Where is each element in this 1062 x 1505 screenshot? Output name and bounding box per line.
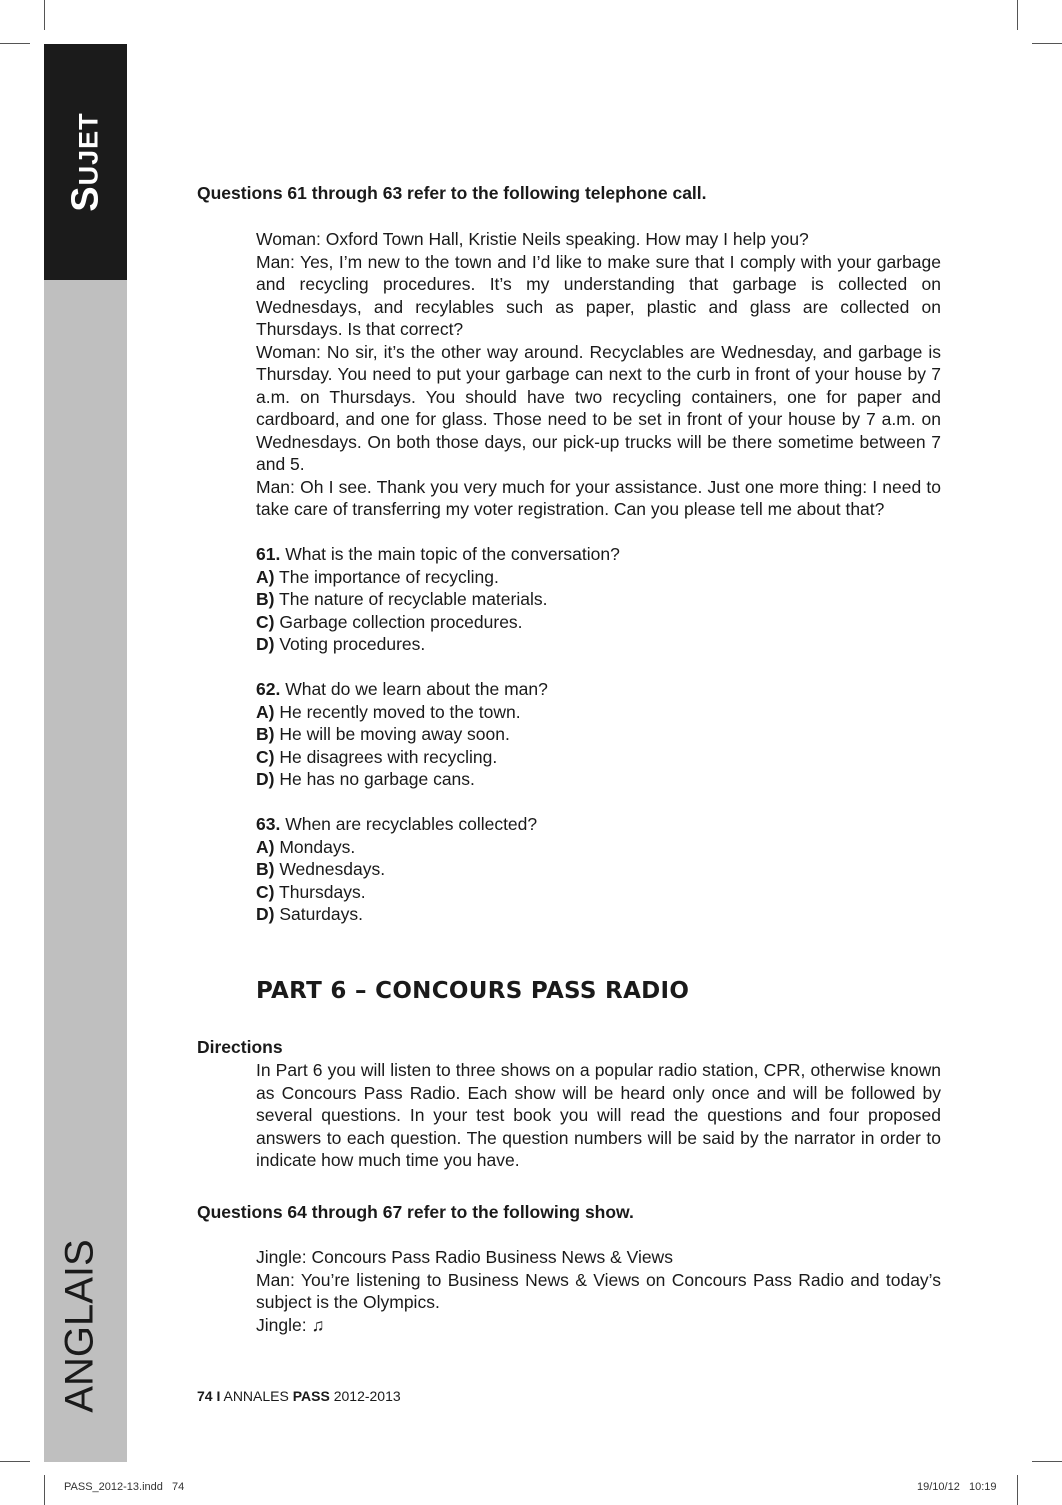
option-text: The importance of recycling. — [279, 566, 499, 587]
dialogue-line: Man: Oh I see. Thank you very much for your assistance. Just one more thing: I need to take care of transferring my voter registration. Can you please tell me about that? — [256, 476, 941, 519]
crop-mark — [44, 0, 45, 30]
show-line: Man: You’re listening to Business News & Views on Concours Pass Radio and today’s subject is the Olympics. — [256, 1269, 941, 1312]
option-text: The nature of recyclable materials. — [279, 589, 548, 609]
answer-option — [256, 903, 941, 926]
option-text: He disagrees with recycling. — [279, 746, 498, 767]
question-62 — [256, 678, 941, 701]
option-text: Garbage collection procedures. — [279, 611, 523, 632]
dialogue-line: Woman: No sir, it’s the other way around. Recyclables are Wednesday, and garbage is Thursday. You need to put your garbage can next to the curb in front of your house by 7 a.m. on Thursdays. You should have two recycling containers, one for paper and cardboard, and one for glass. Those need to be set in front of your house by 7 a.m. on Wednesdays. On both those days, our pick-up trucks will be there sometime between 7 and 5. — [256, 341, 941, 474]
answer-option — [256, 836, 941, 859]
crop-mark — [1032, 1461, 1062, 1462]
sidebar-anglais-label: ANGLAIS — [57, 1239, 102, 1413]
answer-option — [256, 858, 941, 881]
answer-option — [256, 701, 941, 724]
footer-separator: I — [216, 1388, 221, 1404]
section2-heading: Questions 64 through 67 refer to the following show. — [197, 1202, 634, 1222]
answer-option — [256, 881, 941, 904]
question-number: 61. — [256, 544, 281, 564]
answer-option — [256, 588, 941, 611]
option-letter: A) — [256, 701, 275, 722]
option-letter: C) — [256, 881, 275, 902]
dialogue-line: Man: Yes, I’m new to the town and I’d like to make sure that I comply with your garbage and recycling procedures. It’s my understanding that garbage is collected on Wednesdays, and recylables such as paper, plastic and glass are collected on Thursdays. Is that correct? — [256, 251, 941, 339]
sidebar-sujet-label: Sujet — [64, 112, 107, 212]
question-63 — [256, 813, 941, 836]
directions-body — [256, 1059, 941, 1172]
answer-option — [256, 566, 941, 589]
answer-option — [256, 723, 941, 746]
crop-mark — [1017, 1475, 1018, 1505]
option-text: Voting procedures. — [279, 634, 426, 654]
option-letter: A) — [256, 566, 275, 587]
crop-mark — [1017, 0, 1018, 30]
section2-body — [256, 1246, 941, 1336]
option-letter: A) — [256, 836, 275, 857]
question-text: What is the main topic of the conversation? — [285, 544, 620, 564]
option-text: Saturdays. — [279, 904, 363, 924]
question-text: When are recyclables collected? — [285, 814, 538, 834]
slug-filename: PASS_2012-13.indd 74 — [64, 1481, 185, 1493]
crop-mark — [0, 43, 30, 44]
page-number: 74 — [197, 1388, 213, 1404]
crop-mark — [44, 1475, 45, 1505]
question-text: What do we learn about the man? — [285, 679, 548, 699]
section1-body — [256, 228, 941, 926]
answer-option — [256, 611, 941, 634]
option-text: Mondays. — [279, 836, 356, 857]
directions-text: In Part 6 you will listen to three shows on a popular radio station, CPR, otherwise known as Concours Pass Radio. Each show will be heard only once and will be followed by several questions. In your test book you will read the questions and four proposed answers to each question. The question numbers will be said by the narrator in order to indicate how much time you have. — [256, 1060, 941, 1170]
question-61 — [256, 543, 941, 566]
directions-label: Directions — [197, 1037, 283, 1057]
option-text: Wednesdays. — [279, 859, 386, 879]
answer-option — [256, 768, 941, 791]
footer-brand: PASS — [292, 1388, 330, 1404]
option-letter: D) — [256, 769, 275, 789]
option-text: He will be moving away soon. — [279, 724, 510, 744]
answer-option — [256, 633, 941, 656]
option-letter: D) — [256, 904, 275, 924]
question-number: 62. — [256, 679, 281, 699]
show-line: Jingle: Concours Pass Radio Business News & Views — [256, 1247, 673, 1267]
section1-heading: Questions 61 through 63 refer to the following telephone call. — [197, 183, 707, 203]
option-letter: C) — [256, 746, 275, 767]
show-line: Jingle: ♫ — [256, 1314, 325, 1335]
option-text: He recently moved to the town. — [279, 701, 521, 722]
option-text: He has no garbage cans. — [279, 769, 475, 789]
page-footer — [197, 1388, 401, 1404]
crop-mark — [1032, 43, 1062, 44]
option-letter: B) — [256, 589, 275, 609]
question-number: 63. — [256, 814, 281, 834]
option-text: Thursdays. — [279, 881, 366, 902]
option-letter: B) — [256, 859, 275, 879]
option-letter: D) — [256, 634, 275, 654]
dialogue-line: Woman: Oxford Town Hall, Kristie Neils speaking. How may I help you? — [256, 229, 809, 249]
answer-option — [256, 746, 941, 769]
part6-title: PART 6 – CONCOURS PASS RADIO — [256, 978, 690, 1004]
option-letter: B) — [256, 724, 275, 744]
crop-mark — [0, 1461, 30, 1462]
footer-years: 2012-2013 — [333, 1388, 401, 1404]
slug-timestamp: 19/10/12 10:19 — [917, 1481, 997, 1493]
option-letter: C) — [256, 611, 275, 632]
footer-annales: ANNALES — [223, 1388, 289, 1404]
